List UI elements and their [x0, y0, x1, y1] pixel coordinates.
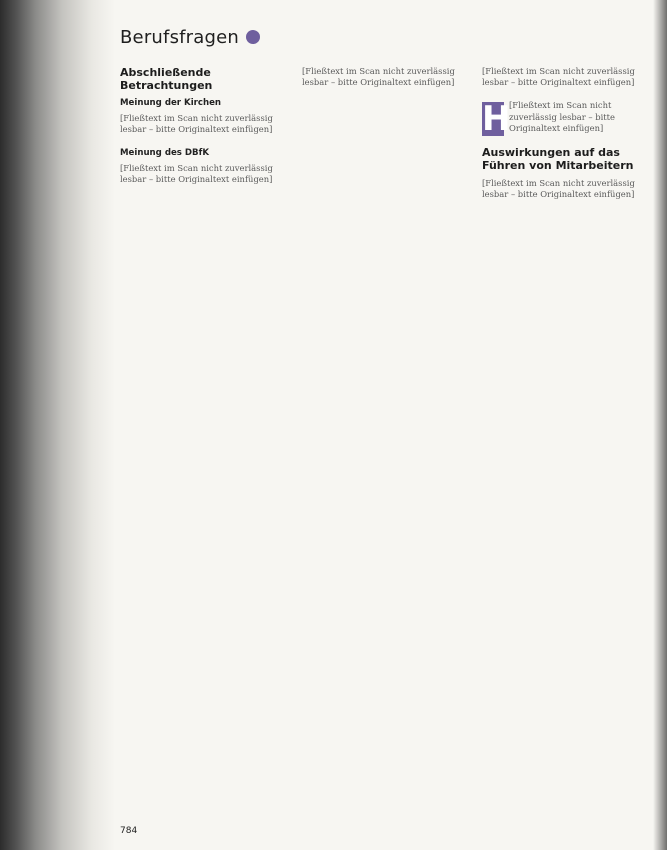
body-paragraph: [Fließtext im Scan nicht zuverlässig lesbar – bitte Originaltext einfügen] — [482, 66, 635, 88]
column-3 — [482, 66, 660, 212]
article-section — [482, 99, 660, 140]
section-heading: Abschließende Betrachtungen — [120, 66, 213, 92]
article-section — [120, 148, 296, 186]
column-1 — [120, 66, 296, 197]
drop-cap: H — [482, 99, 511, 140]
body-paragraph: [Fließtext im Scan nicht zuverlässig lesbar – bitte Originaltext einfügen] — [482, 178, 635, 200]
body-paragraph: [Fließtext im Scan nicht zuverlässig lesbar – bitte Originaltext einfügen] — [120, 162, 273, 185]
column-2 — [302, 66, 478, 88]
section-title: Berufsfragen — [120, 26, 240, 48]
body-paragraph: [Fließtext im Scan nicht zuverlässig lesbar – bitte Originaltext einfügen] — [120, 113, 273, 135]
book-gutter-shadow — [0, 0, 115, 850]
section-heading: Auswirkungen auf das Führen von Mitarbeitern — [482, 146, 634, 173]
article-section — [482, 146, 660, 200]
article-section — [482, 66, 660, 88]
page-number: 784 — [120, 826, 138, 836]
subsection-heading: Meinung der Kirchen — [120, 98, 222, 108]
body-paragraph: [Fließtext im Scan nicht zuverlässig lesbar – bitte Originaltext einfügen] — [509, 100, 615, 133]
article-section — [120, 66, 296, 136]
section-header — [120, 22, 260, 52]
accent-dot — [246, 30, 260, 44]
subsection-heading: Meinung des DBfK — [120, 147, 209, 158]
body-paragraph: [Fließtext im Scan nicht zuverlässig lesbar – bitte Originaltext einfügen] — [302, 66, 455, 88]
